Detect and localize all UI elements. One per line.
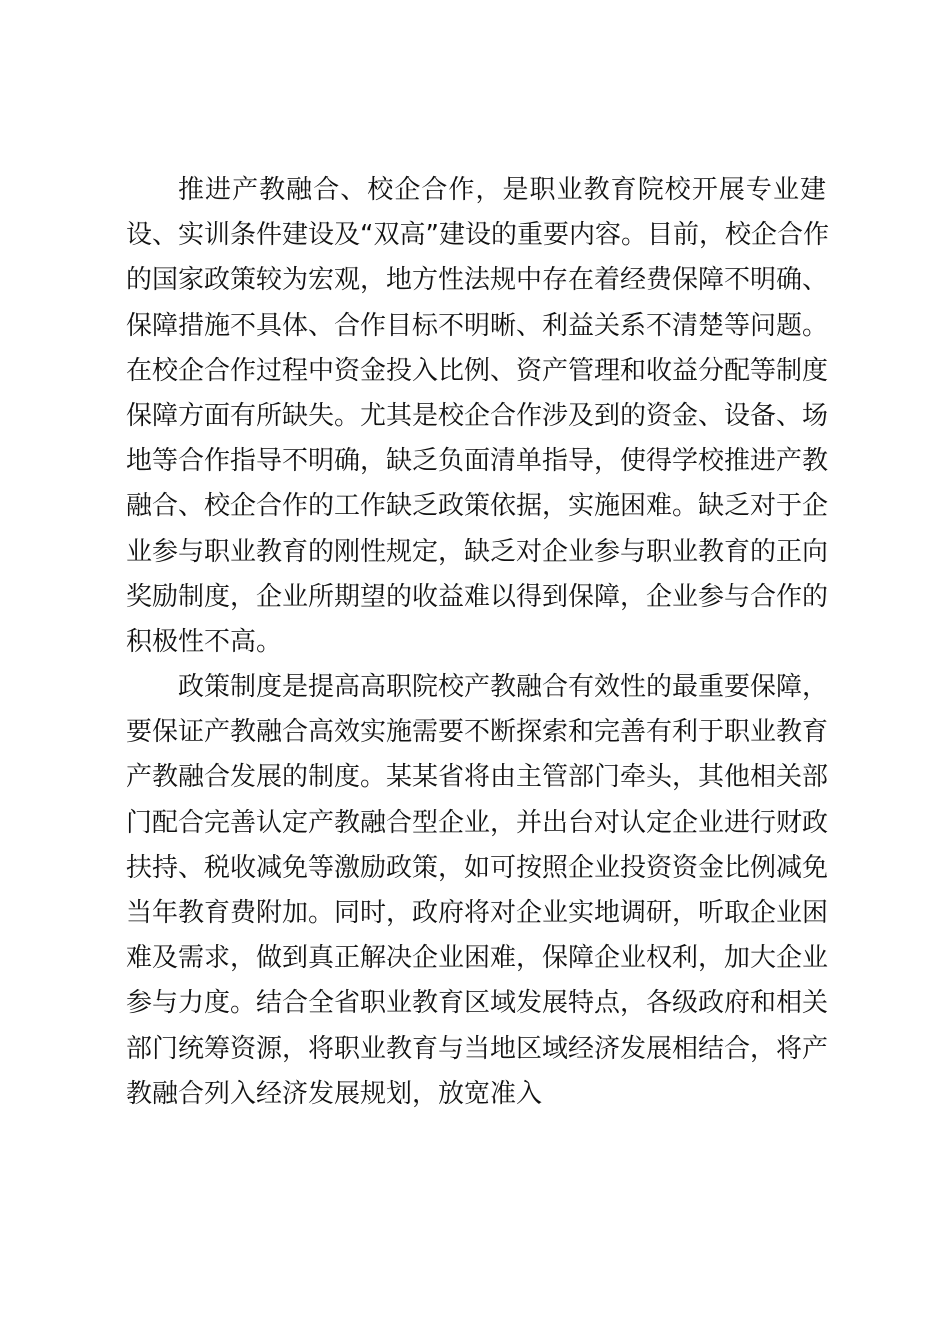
text-line: 保障措施不具体、合作目标不明晰、利益关系不清楚等问题。	[126, 310, 829, 341]
text-line: 的国家政策较为宏观，地方性法规中存在着经费保障不明确、	[126, 265, 829, 296]
text-line: 要保证产教融合高效实施需要不断探索和完善有利于职业教育	[126, 717, 829, 748]
paragraph-1	[126, 168, 829, 665]
text-line: 当年教育费附加。同时，政府将对企业实地调研，听取企业困	[126, 898, 829, 928]
text-line: 政策制度是提高高职院校产教融合有效性的最重要保障，	[178, 672, 829, 703]
text-line: 奖励制度，企业所期望的收益难以得到保障，企业参与合作的	[126, 581, 829, 612]
text-line: 门配合完善认定产教融合型企业，并出台对认定企业进行财政	[126, 807, 829, 838]
text-line: 部门统筹资源，将职业教育与当地区域经济发展相结合，将产	[126, 1033, 829, 1064]
text-line: 业参与职业教育的刚性规定，缺乏对企业参与职业教育的正向	[126, 536, 829, 567]
text-line: 在校企合作过程中资金投入比例、资产管理和收益分配等制度	[126, 355, 829, 386]
paragraph-2	[126, 665, 829, 1117]
text-line: 参与力度。结合全省职业教育区域发展特点，各级政府和相关	[126, 988, 829, 1019]
text-line: 教融合列入经济发展规划，放宽准入	[126, 1078, 543, 1109]
body-text	[126, 168, 829, 1117]
text-line: 设、实训条件建设及“双高”建设的重要内容。目前，校企合作	[126, 220, 829, 251]
text-line: 保障方面有所缺失。尤其是校企合作涉及到的资金、设备、场	[126, 400, 829, 431]
text-line: 扶持、税收减免等激励政策，如可按照企业投资资金比例减免	[126, 852, 829, 883]
text-line: 地等合作指导不明确，缺乏负面清单指导，使得学校推进产教	[126, 446, 829, 477]
text-line: 积极性不高。	[126, 626, 283, 657]
text-line: 推进产教融合、校企合作，是职业教育院校开展专业建	[178, 175, 826, 205]
text-line: 产教融合发展的制度。某某省将由主管部门牵头，其他相关部	[126, 762, 829, 793]
text-line: 难及需求，做到真正解决企业困难，保障企业权利，加大企业	[126, 943, 829, 974]
text-line: 融合、校企合作的工作缺乏政策依据，实施困难。缺乏对于企	[126, 491, 829, 522]
